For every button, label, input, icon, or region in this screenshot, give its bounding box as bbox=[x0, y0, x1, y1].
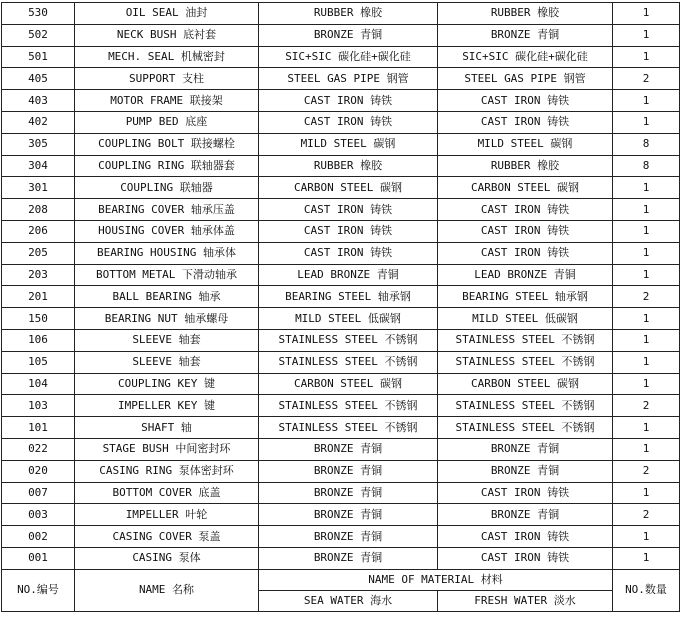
sea-water-material: CAST IRON 铸铁 bbox=[259, 199, 438, 221]
table-row bbox=[2, 286, 680, 308]
sea-water-material: BRONZE 青铜 bbox=[259, 24, 438, 46]
sea-water-material: CAST IRON 铸铁 bbox=[259, 220, 438, 242]
quantity: 1 bbox=[613, 177, 680, 199]
sea-water-material: BRONZE 青铜 bbox=[259, 482, 438, 504]
fresh-water-material: STAINLESS STEEL 不锈钢 bbox=[438, 329, 613, 351]
quantity: 1 bbox=[613, 242, 680, 264]
fresh-water-material: CARBON STEEL 碳钢 bbox=[438, 373, 613, 395]
part-name: STAGE BUSH 中间密封环 bbox=[75, 438, 259, 460]
part-name: CASING RING 泵体密封环 bbox=[75, 460, 259, 482]
fresh-water-material: STEEL GAS PIPE 钢管 bbox=[438, 68, 613, 90]
quantity: 2 bbox=[613, 286, 680, 308]
table-row bbox=[2, 24, 680, 46]
quantity: 1 bbox=[613, 24, 680, 46]
table-row bbox=[2, 351, 680, 373]
part-number: 208 bbox=[2, 199, 75, 221]
table-row bbox=[2, 308, 680, 330]
fresh-water-material: STAINLESS STEEL 不锈钢 bbox=[438, 417, 613, 439]
part-number: 205 bbox=[2, 242, 75, 264]
table-row bbox=[2, 133, 680, 155]
part-number: 002 bbox=[2, 526, 75, 548]
table-row bbox=[2, 264, 680, 286]
quantity: 1 bbox=[613, 46, 680, 68]
part-name: SHAFT 轴 bbox=[75, 417, 259, 439]
sea-water-material: BEARING STEEL 轴承钢 bbox=[259, 286, 438, 308]
fresh-water-material: CAST IRON 铸铁 bbox=[438, 526, 613, 548]
fresh-water-material: RUBBER 橡胶 bbox=[438, 3, 613, 25]
quantity: 1 bbox=[613, 482, 680, 504]
part-name: IMPELLER 叶轮 bbox=[75, 504, 259, 526]
quantity: 1 bbox=[613, 220, 680, 242]
fresh-water-material: BRONZE 青铜 bbox=[438, 504, 613, 526]
part-number: 206 bbox=[2, 220, 75, 242]
fresh-water-material: STAINLESS STEEL 不锈钢 bbox=[438, 395, 613, 417]
fresh-water-material: BRONZE 青铜 bbox=[438, 438, 613, 460]
part-name: BALL BEARING 轴承 bbox=[75, 286, 259, 308]
part-name: CASING COVER 泵盖 bbox=[75, 526, 259, 548]
part-name: SLEEVE 轴套 bbox=[75, 329, 259, 351]
part-number: 201 bbox=[2, 286, 75, 308]
fresh-water-material: RUBBER 橡胶 bbox=[438, 155, 613, 177]
table-row bbox=[2, 373, 680, 395]
table-row bbox=[2, 155, 680, 177]
part-number: 020 bbox=[2, 460, 75, 482]
sea-water-material: SIC+SIC 碳化硅+碳化硅 bbox=[259, 46, 438, 68]
sea-water-material: STAINLESS STEEL 不锈钢 bbox=[259, 351, 438, 373]
table-row bbox=[2, 417, 680, 439]
sea-water-material: CAST IRON 铸铁 bbox=[259, 111, 438, 133]
part-name: COUPLING KEY 键 bbox=[75, 373, 259, 395]
part-number: 101 bbox=[2, 417, 75, 439]
part-name: CASING 泵体 bbox=[75, 547, 259, 569]
part-name: PUMP BED 底座 bbox=[75, 111, 259, 133]
table-header bbox=[2, 569, 680, 611]
sea-water-material: CAST IRON 铸铁 bbox=[259, 242, 438, 264]
part-number: 001 bbox=[2, 547, 75, 569]
table-row bbox=[2, 68, 680, 90]
part-name: IMPELLER KEY 键 bbox=[75, 395, 259, 417]
fresh-water-material: CAST IRON 铸铁 bbox=[438, 547, 613, 569]
part-name: SUPPORT 支柱 bbox=[75, 68, 259, 90]
quantity: 2 bbox=[613, 395, 680, 417]
table-row bbox=[2, 460, 680, 482]
parts-rows bbox=[2, 3, 680, 570]
table-row bbox=[2, 395, 680, 417]
part-name: HOUSING COVER 轴承体盖 bbox=[75, 220, 259, 242]
quantity: 1 bbox=[613, 547, 680, 569]
quantity: 1 bbox=[613, 90, 680, 112]
part-name: COUPLING RING 联轴器套 bbox=[75, 155, 259, 177]
sea-water-material: BRONZE 青铜 bbox=[259, 438, 438, 460]
part-number: 103 bbox=[2, 395, 75, 417]
sea-water-material: STAINLESS STEEL 不锈钢 bbox=[259, 417, 438, 439]
table-row bbox=[2, 504, 680, 526]
table-row bbox=[2, 482, 680, 504]
fresh-water-material: MILD STEEL 碳钢 bbox=[438, 133, 613, 155]
quantity: 1 bbox=[613, 417, 680, 439]
sea-water-material: BRONZE 青铜 bbox=[259, 526, 438, 548]
fresh-water-material: CAST IRON 铸铁 bbox=[438, 482, 613, 504]
table-row bbox=[2, 111, 680, 133]
table-row bbox=[2, 438, 680, 460]
part-number: 501 bbox=[2, 46, 75, 68]
table-row bbox=[2, 329, 680, 351]
part-name: BOTTOM METAL 下滑动轴承 bbox=[75, 264, 259, 286]
part-number: 402 bbox=[2, 111, 75, 133]
fresh-water-material: BRONZE 青铜 bbox=[438, 24, 613, 46]
table-row bbox=[2, 3, 680, 25]
quantity: 8 bbox=[613, 133, 680, 155]
quantity: 1 bbox=[613, 351, 680, 373]
sea-water-material: RUBBER 橡胶 bbox=[259, 155, 438, 177]
table-row bbox=[2, 199, 680, 221]
fresh-water-material: CAST IRON 铸铁 bbox=[438, 242, 613, 264]
quantity: 1 bbox=[613, 329, 680, 351]
part-name: COUPLING BOLT 联接螺栓 bbox=[75, 133, 259, 155]
sea-water-material: LEAD BRONZE 青铜 bbox=[259, 264, 438, 286]
part-number: 304 bbox=[2, 155, 75, 177]
fresh-water-material: SIC+SIC 碳化硅+碳化硅 bbox=[438, 46, 613, 68]
part-number: 007 bbox=[2, 482, 75, 504]
quantity: 1 bbox=[613, 526, 680, 548]
sea-water-material: STAINLESS STEEL 不锈钢 bbox=[259, 395, 438, 417]
part-name: BEARING NUT 轴承螺母 bbox=[75, 308, 259, 330]
table-row bbox=[2, 46, 680, 68]
part-name: BEARING COVER 轴承压盖 bbox=[75, 199, 259, 221]
sea-water-material: CARBON STEEL 碳钢 bbox=[259, 177, 438, 199]
sea-water-material: BRONZE 青铜 bbox=[259, 547, 438, 569]
quantity: 2 bbox=[613, 68, 680, 90]
part-number: 403 bbox=[2, 90, 75, 112]
part-number: 106 bbox=[2, 329, 75, 351]
fresh-water-material: CARBON STEEL 碳钢 bbox=[438, 177, 613, 199]
sea-water-material: BRONZE 青铜 bbox=[259, 460, 438, 482]
fresh-water-material: BRONZE 青铜 bbox=[438, 460, 613, 482]
quantity: 1 bbox=[613, 308, 680, 330]
sea-water-material: BRONZE 青铜 bbox=[259, 504, 438, 526]
fresh-water-material: STAINLESS STEEL 不锈钢 bbox=[438, 351, 613, 373]
part-number: 003 bbox=[2, 504, 75, 526]
quantity: 8 bbox=[613, 155, 680, 177]
header-qty: NO.数量 bbox=[613, 569, 680, 611]
table-row bbox=[2, 242, 680, 264]
quantity: 2 bbox=[613, 460, 680, 482]
part-name: OIL SEAL 油封 bbox=[75, 3, 259, 25]
part-name: BOTTOM COVER 底盖 bbox=[75, 482, 259, 504]
part-number: 022 bbox=[2, 438, 75, 460]
part-number: 530 bbox=[2, 3, 75, 25]
sea-water-material: STAINLESS STEEL 不锈钢 bbox=[259, 329, 438, 351]
part-name: BEARING HOUSING 轴承体 bbox=[75, 242, 259, 264]
table-row bbox=[2, 90, 680, 112]
fresh-water-material: CAST IRON 铸铁 bbox=[438, 220, 613, 242]
part-name: MOTOR FRAME 联接架 bbox=[75, 90, 259, 112]
table-row bbox=[2, 526, 680, 548]
part-number: 105 bbox=[2, 351, 75, 373]
table-row bbox=[2, 547, 680, 569]
fresh-water-material: MILD STEEL 低碳钢 bbox=[438, 308, 613, 330]
part-number: 301 bbox=[2, 177, 75, 199]
quantity: 1 bbox=[613, 199, 680, 221]
quantity: 1 bbox=[613, 3, 680, 25]
table-row bbox=[2, 220, 680, 242]
header-no: NO.编号 bbox=[2, 569, 75, 611]
quantity: 1 bbox=[613, 373, 680, 395]
header-name: NAME 名称 bbox=[75, 569, 259, 611]
fresh-water-material: LEAD BRONZE 青铜 bbox=[438, 264, 613, 286]
table-row bbox=[2, 177, 680, 199]
part-number: 305 bbox=[2, 133, 75, 155]
part-number: 203 bbox=[2, 264, 75, 286]
sea-water-material: MILD STEEL 碳钢 bbox=[259, 133, 438, 155]
part-number: 150 bbox=[2, 308, 75, 330]
quantity: 2 bbox=[613, 504, 680, 526]
fresh-water-material: CAST IRON 铸铁 bbox=[438, 111, 613, 133]
part-name: SLEEVE 轴套 bbox=[75, 351, 259, 373]
header-fresh-water: FRESH WATER 淡水 bbox=[438, 590, 613, 611]
fresh-water-material: CAST IRON 铸铁 bbox=[438, 199, 613, 221]
part-number: 502 bbox=[2, 24, 75, 46]
quantity: 1 bbox=[613, 264, 680, 286]
header-sea-water: SEA WATER 海水 bbox=[259, 590, 438, 611]
quantity: 1 bbox=[613, 438, 680, 460]
sea-water-material: RUBBER 橡胶 bbox=[259, 3, 438, 25]
quantity: 1 bbox=[613, 111, 680, 133]
parts-list-table bbox=[1, 2, 680, 612]
sea-water-material: CAST IRON 铸铁 bbox=[259, 90, 438, 112]
sea-water-material: CARBON STEEL 碳钢 bbox=[259, 373, 438, 395]
part-number: 104 bbox=[2, 373, 75, 395]
sea-water-material: MILD STEEL 低碳钢 bbox=[259, 308, 438, 330]
fresh-water-material: BEARING STEEL 轴承钢 bbox=[438, 286, 613, 308]
sea-water-material: STEEL GAS PIPE 钢管 bbox=[259, 68, 438, 90]
part-name: COUPLING 联轴器 bbox=[75, 177, 259, 199]
part-name: NECK BUSH 底衬套 bbox=[75, 24, 259, 46]
part-name: MECH. SEAL 机械密封 bbox=[75, 46, 259, 68]
fresh-water-material: CAST IRON 铸铁 bbox=[438, 90, 613, 112]
part-number: 405 bbox=[2, 68, 75, 90]
header-material: NAME OF MATERIAL 材料 bbox=[259, 569, 613, 590]
